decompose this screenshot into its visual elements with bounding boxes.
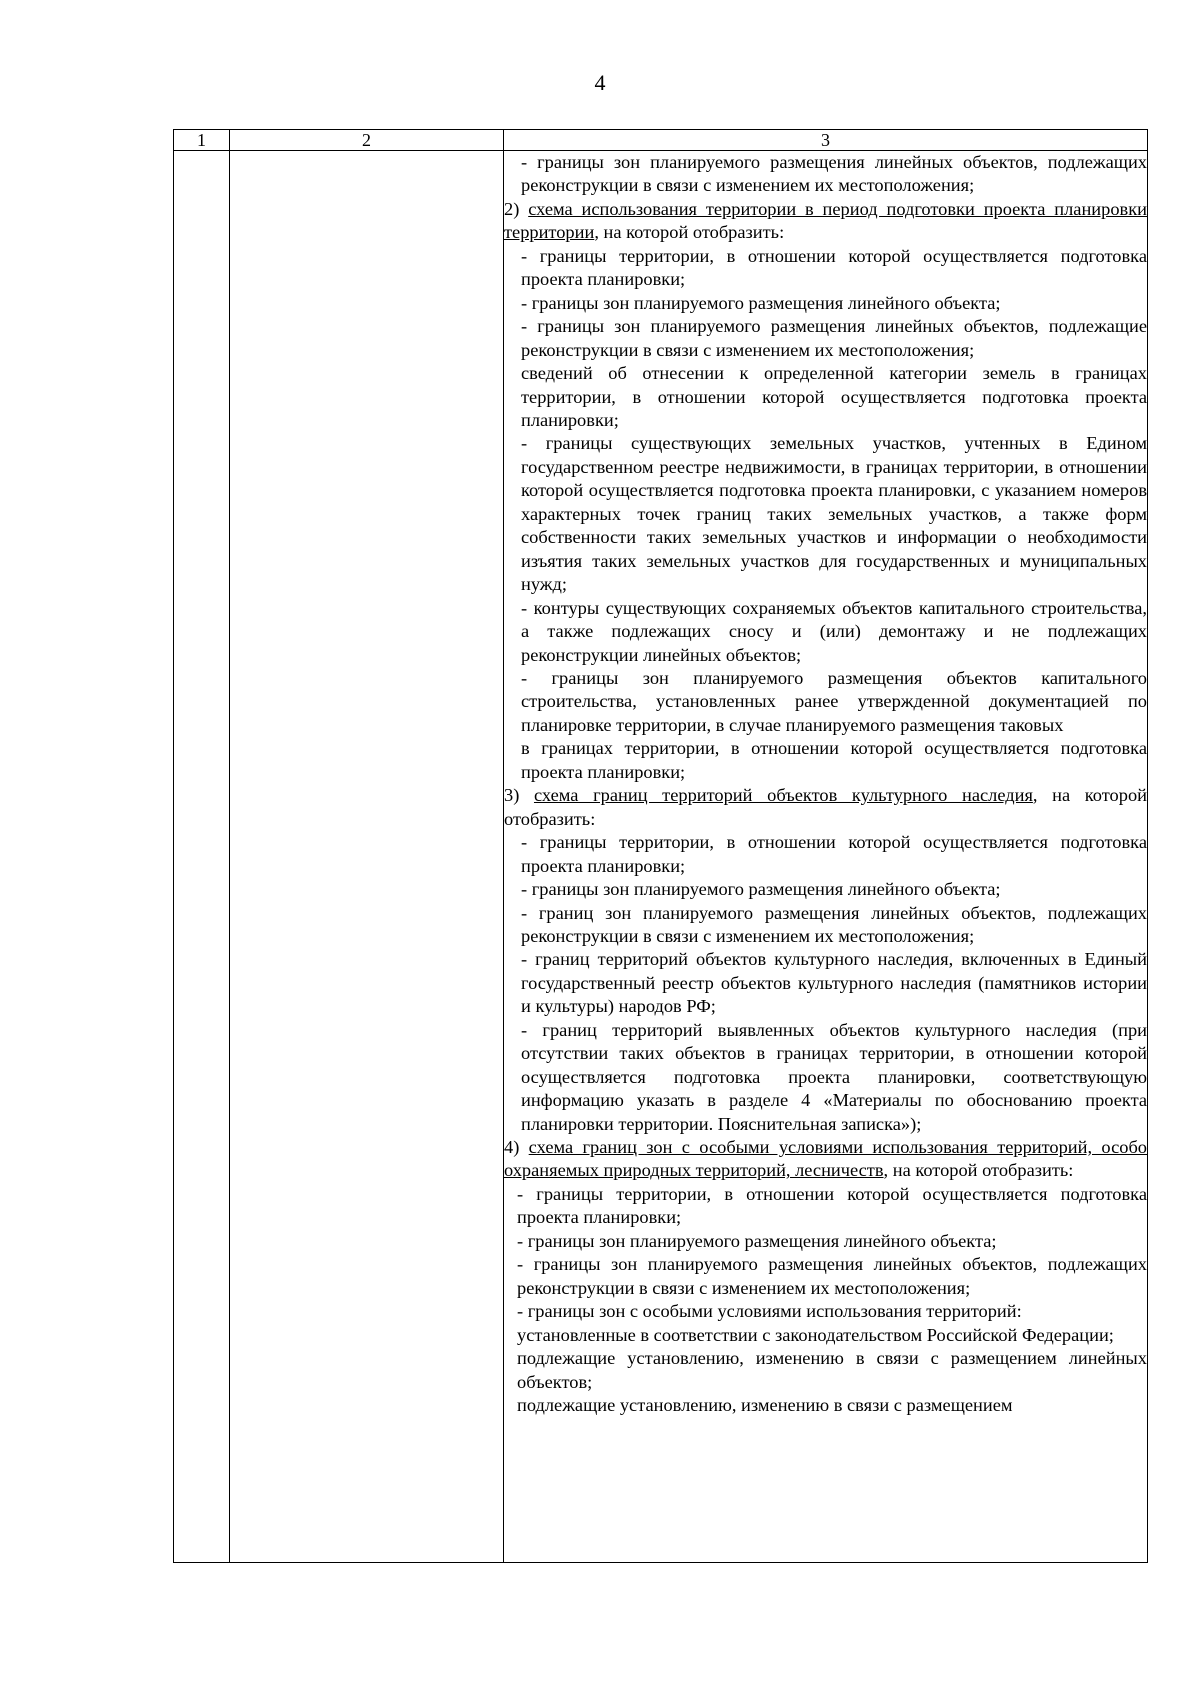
document-table xyxy=(173,129,1148,1563)
list-item: - границы зон планируемого размещения линейного объекта; xyxy=(517,1230,997,1251)
section-number: 2) xyxy=(504,198,529,219)
cell-col-3-content xyxy=(504,151,1148,1563)
page-number: 4 xyxy=(594,70,606,95)
list-item: - границы существующих земельных участков, учтенных в Едином государственном реестре недвижимости, в границах территории, в отношении которой осуществляется подготовка проекта планировки, с указанием номеров характерных точек границ таких земельных участков, а также форм собственности таких земельных участков и информации о необходимости изъятия таких земельных участков для государственных и муниципальных нужд; xyxy=(521,433,1147,595)
column-header-2: 2 xyxy=(230,130,504,151)
list-item: в границах территории, в отношении которой осуществляется подготовка проекта планировки; xyxy=(521,738,1147,782)
section-title-underlined: схема границ территорий объектов культурного наследия xyxy=(533,785,1033,806)
list-item: подлежащие установлению, изменению в связи с размещением линейных объектов; xyxy=(517,1348,1147,1392)
section-heading-paragraph xyxy=(504,198,1147,245)
list-item: - границы территории, в отношении которой осуществляется подготовка проекта планировки; xyxy=(521,245,1147,290)
section-title-underlined: схема использования территории в период подготовки проекта планировки территории xyxy=(504,198,1147,243)
list-item: - границы зон планируемого размещения линейных объектов, подлежащих реконструкции в связи с изменением их местоположения; xyxy=(517,1254,1147,1298)
list-item: - границы зон планируемого размещения линейного объекта; xyxy=(521,292,1001,313)
section-number: 4) xyxy=(504,1137,529,1158)
section-title-rest: , на которой отобразить: xyxy=(594,222,785,243)
list-item: - границы зон планируемого размещения объектов капитального строительства, установленных ранее утвержденной документацией по планировке территории, в случае планируемого размещения таковых xyxy=(521,667,1147,735)
list-item: - границы зон планируемого размещения линейных объектов, подлежащих реконструкции в связи с изменением их местоположения; xyxy=(521,152,1147,196)
column-header-3: 3 xyxy=(504,130,1148,151)
list-item: сведений об отнесении к определенной категории земель в границах территории, в отношении которой осуществляется подготовка проекта планировки; xyxy=(521,363,1147,430)
list-item: установленные в соответствии с законодательством Российской Федерации; xyxy=(517,1324,1114,1345)
table-header-row xyxy=(174,130,1148,151)
section-heading-paragraph xyxy=(504,784,1147,831)
section-title-rest: , на которой отобразить: xyxy=(883,1160,1074,1181)
list-item: - границ территорий выявленных объектов культурного наследия (при отсутствии таких объектов в границах территории, в отношении которой осуществляется подготовка проекта планировки, соответствующую информацию указать в разделе 4 «Материалы по обоснованию проекта планировки территории. Пояснительная записка»); xyxy=(521,1019,1147,1134)
column-header-1: 1 xyxy=(174,130,230,151)
cell-col-2 xyxy=(230,151,504,1563)
cell-col-1 xyxy=(174,151,230,1563)
section-number: 3) xyxy=(504,785,534,806)
table-row xyxy=(174,151,1148,1563)
list-item: - границы зон планируемого размещения линейных объектов, подлежащие реконструкции в связи с изменением их местоположения; xyxy=(521,316,1147,360)
section-title-rest: , на которой отобразить: xyxy=(504,785,1147,829)
list-item: - границ территорий объектов культурного наследия, включенных в Единый государственный реестр объектов культурного наследия (памятников истории и культуры) народов РФ; xyxy=(521,949,1147,1017)
list-item: - контуры существующих сохраняемых объектов капитального строительства, а также подлежащих сносу и (или) демонтажу и не подлежащих реконструкции линейных объектов; xyxy=(521,597,1147,665)
list-item: - границы зон с особыми условиями использования территорий: xyxy=(517,1301,1022,1322)
list-item: - границы территории, в отношении которой осуществляется подготовка проекта планировки; xyxy=(517,1183,1147,1228)
section-heading-paragraph xyxy=(504,1136,1147,1183)
list-item: - границы зон планируемого размещения линейного объекта; xyxy=(521,879,1001,900)
list-item: подлежащие установлению, изменению в связи с размещением xyxy=(517,1395,1013,1416)
section-title-underlined: схема границ зон с особыми условиями использования территорий, особо охраняемых природных территорий, лесничеств xyxy=(504,1137,1147,1181)
list-item: - границы территории, в отношении которой осуществляется подготовка проекта планировки; xyxy=(521,832,1147,876)
list-item: - границ зон планируемого размещения линейных объектов, подлежащих реконструкции в связи с изменением их местоположения; xyxy=(521,902,1147,946)
